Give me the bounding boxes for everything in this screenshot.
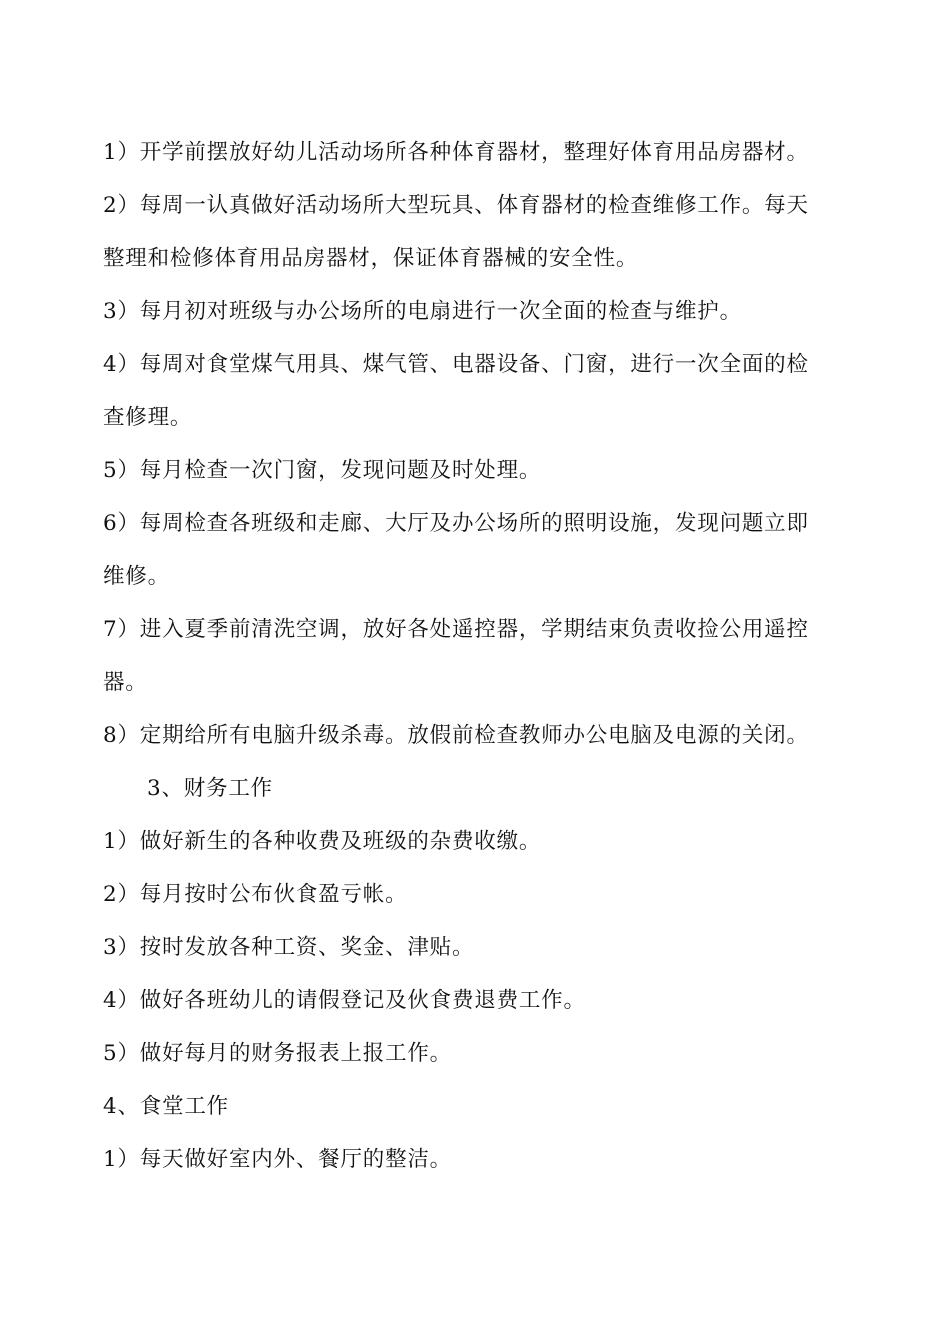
text-line: 8）定期给所有电脑升级杀毒。放假前检查教师办公电脑及电源的关闭。: [103, 723, 809, 748]
text-line: 1）开学前摆放好幼儿活动场所各种体育器材，整理好体育用品房器材。: [103, 140, 809, 165]
text-line: 5）做好每月的财务报表上报工作。: [103, 1041, 452, 1066]
text-line: 维修。: [103, 564, 170, 589]
text-line: 器。: [103, 670, 148, 695]
text-line: 1）做好新生的各种收费及班级的杂费收缴。: [103, 829, 542, 854]
document-body: [103, 126, 863, 1186]
text-line: 3）每月初对班级与办公场所的电扇进行一次全面的检查与维护。: [103, 299, 742, 324]
text-line: 4）做好各班幼儿的请假登记及伙食费退费工作。: [103, 988, 586, 1013]
section-heading-finance: 3、财务工作: [147, 776, 273, 801]
section-heading-canteen: 4、食堂工作: [103, 1094, 229, 1119]
text-line: 5）每月检查一次门窗，发现问题及时处理。: [103, 458, 542, 483]
text-line: 4）每周对食堂煤气用具、煤气管、电器设备、门窗，进行一次全面的检: [103, 352, 809, 377]
text-line: 2）每月按时公布伙食盈亏帐。: [103, 882, 408, 907]
text-line: 整理和检修体育用品房器材，保证体育器械的安全性。: [103, 246, 639, 271]
text-line: 6）每周检查各班级和走廊、大厅及办公场所的照明设施，发现问题立即: [103, 511, 809, 536]
text-line: 3）按时发放各种工资、奖金、津贴。: [103, 935, 475, 960]
text-line: 2）每周一认真做好活动场所大型玩具、体育器材的检查维修工作。每天: [103, 193, 809, 218]
text-line: 7）进入夏季前清洗空调，放好各处遥控器，学期结束负责收捡公用遥控: [103, 617, 809, 642]
text-line: 1）每天做好室内外、餐厅的整洁。: [103, 1147, 452, 1172]
text-line: 查修理。: [103, 405, 193, 430]
